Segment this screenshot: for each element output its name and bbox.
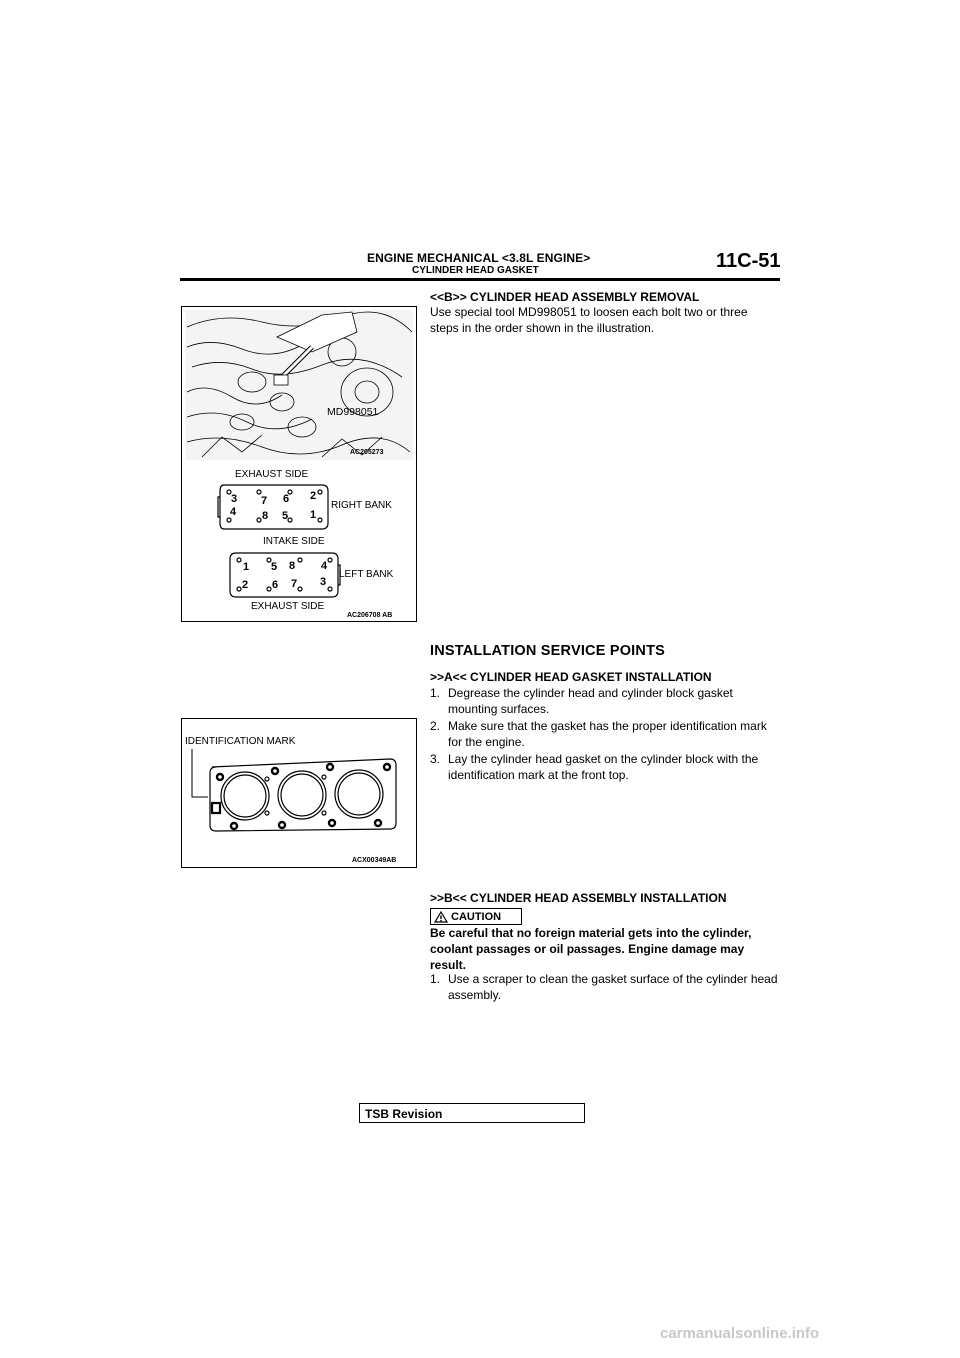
lb-bolt-8: 8 (289, 560, 296, 572)
lb-bolt-2: 2 (242, 579, 249, 591)
removal-heading: <<B>> CYLINDER HEAD ASSEMBLY REMOVAL (430, 290, 700, 304)
lb-bolt-7: 7 (291, 578, 298, 590)
photo-id: AC205273 (350, 449, 384, 456)
figure2-id: ACX00349AB (352, 857, 397, 864)
exhaust-side-bottom-label: EXHAUST SIDE (251, 601, 325, 612)
lb-bolt-6: 6 (272, 579, 279, 591)
rb-bolt-1: 1 (310, 509, 317, 521)
header-rule (180, 278, 780, 281)
list-item: 3. Lay the cylinder head gasket on the cylinder block with the identification mark at the front top. (430, 752, 759, 782)
rb-bolt-2: 2 (310, 490, 317, 502)
tool-label: MD998051 (327, 406, 379, 418)
installation-heading: INSTALLATION SERVICE POINTS (430, 643, 665, 659)
exhaust-side-top-label: EXHAUST SIDE (235, 469, 309, 480)
warning-triangle-icon (434, 911, 448, 923)
lb-bolt-3: 3 (320, 576, 327, 588)
engine-photo (185, 310, 413, 460)
caution-text: Be careful that no foreign material gets into the cylinder, coolant passages or oil passages. Engine damage may result. (430, 926, 752, 972)
removal-text: Use special tool MD998051 to loosen each bolt two or three steps in the order shown in the illustration. (430, 305, 748, 335)
tsb-revision-box: TSB Revision (359, 1103, 585, 1123)
rb-bolt-5: 5 (282, 510, 289, 522)
gasket-outline (210, 759, 396, 831)
list-item: 1. Degrease the cylinder head and cylinder block gasket mounting surfaces. (430, 686, 733, 716)
diagram-id: AC206708 AB (347, 612, 393, 619)
left-bank-label: LEFT BANK (339, 569, 394, 580)
page-number: 11C-51 (716, 250, 781, 272)
subsection-title: CYLINDER HEAD GASKET (412, 265, 539, 276)
list-item: 1. Use a scraper to clean the gasket surface of the cylinder head assembly. (430, 972, 778, 1002)
right-bank-label: RIGHT BANK (331, 500, 392, 511)
assembly-installation-heading: >>B<< CYLINDER HEAD ASSEMBLY INSTALLATION (430, 891, 727, 905)
rb-bolt-4: 4 (230, 506, 237, 518)
figure-gasket (181, 718, 417, 868)
assembly-steps-list (430, 971, 780, 1004)
gasket-installation-heading: >>A<< CYLINDER HEAD GASKET INSTALLATION (430, 670, 712, 684)
lb-bolt-5: 5 (271, 561, 278, 573)
gasket-steps-list (430, 685, 780, 784)
figure-bolt-loosening-drawing (182, 307, 416, 621)
caution-label-box (430, 908, 522, 925)
rb-bolt-3: 3 (231, 493, 238, 505)
lb-bolt-1: 1 (243, 561, 250, 573)
intake-side-label: INTAKE SIDE (263, 536, 325, 547)
rb-bolt-6: 6 (283, 493, 290, 505)
identification-mark-label: IDENTIFICATION MARK (185, 736, 296, 747)
list-item: 2. Make sure that the gasket has the proper identification mark for the engine. (430, 719, 767, 749)
rb-bolt-8: 8 (262, 510, 269, 522)
section-title: ENGINE MECHANICAL <3.8L ENGINE> (367, 251, 591, 265)
rb-bolt-7: 7 (261, 495, 268, 507)
watermark: carmanualsonline.info (660, 1325, 820, 1342)
caution-label: CAUTION (451, 910, 502, 923)
figure-gasket-drawing (182, 719, 416, 867)
figure-bolt-loosening (181, 306, 417, 622)
lb-bolt-4: 4 (321, 560, 328, 572)
